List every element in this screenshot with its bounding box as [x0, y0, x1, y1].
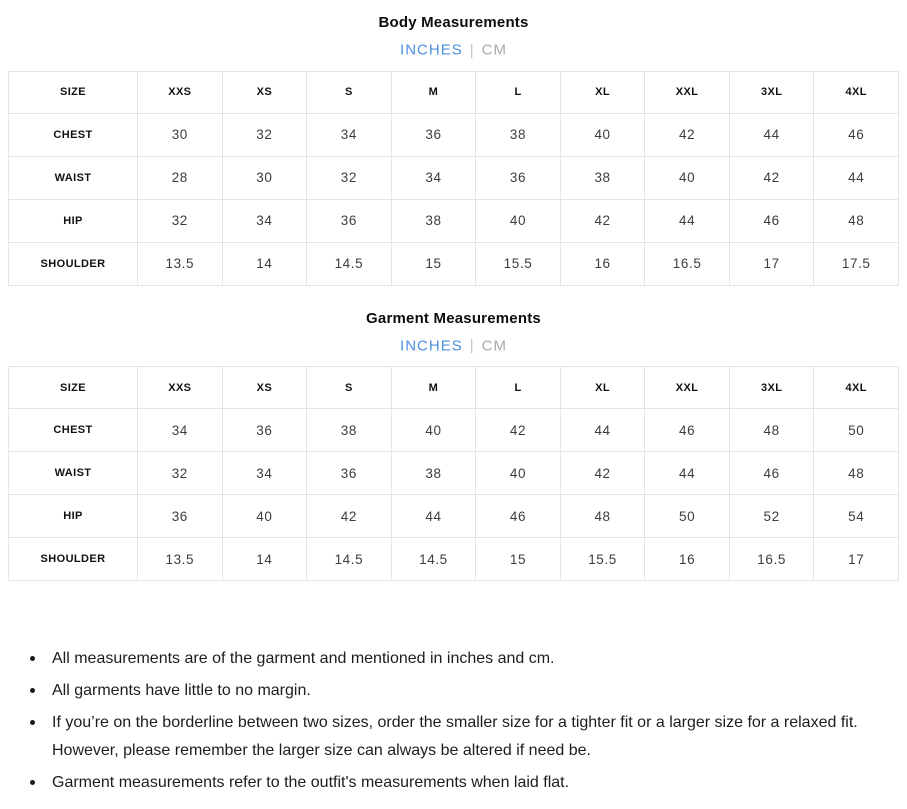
note-text: All measurements are of the garment and mentioned in inches and cm.	[52, 650, 555, 668]
column-header: 3XL	[729, 367, 814, 409]
cell: 16	[645, 538, 730, 581]
column-header: XL	[560, 71, 645, 113]
cell: 42	[476, 409, 561, 452]
row-label: CHEST	[9, 409, 138, 452]
cell: 54	[814, 495, 899, 538]
cell: 36	[307, 452, 392, 495]
cell: 42	[645, 113, 730, 156]
header-row	[9, 367, 899, 409]
column-header: S	[307, 71, 392, 113]
column-header: L	[476, 71, 561, 113]
bullet-icon	[30, 780, 35, 785]
note-text: Garment measurements refer to the outfit's measurements when laid flat.	[52, 774, 570, 792]
cell: 32	[138, 199, 223, 242]
column-header: XS	[222, 71, 307, 113]
cell: 46	[814, 113, 899, 156]
cell: 44	[391, 495, 476, 538]
cell: 44	[814, 156, 899, 199]
column-header: M	[391, 367, 476, 409]
cell: 15	[391, 242, 476, 285]
cell: 40	[391, 409, 476, 452]
section-title: Body Measurements	[378, 14, 529, 31]
column-header: XS	[222, 367, 307, 409]
unit-toggle	[0, 41, 907, 59]
table-row	[9, 538, 899, 581]
garment-measurements-table	[8, 366, 899, 581]
cell: 40	[560, 113, 645, 156]
cell: 46	[729, 452, 814, 495]
cell: 16.5	[645, 242, 730, 285]
row-label: CHEST	[9, 113, 138, 156]
cell: 15.5	[560, 538, 645, 581]
cell: 14.5	[391, 538, 476, 581]
cell: 46	[645, 409, 730, 452]
cell: 32	[307, 156, 392, 199]
column-header: XXS	[138, 71, 223, 113]
cell: 42	[729, 156, 814, 199]
cell: 52	[729, 495, 814, 538]
cell: 46	[729, 199, 814, 242]
unit-toggle	[0, 337, 907, 355]
cell: 30	[222, 156, 307, 199]
garment-measurements-section	[0, 310, 907, 582]
cell: 14.5	[307, 242, 392, 285]
row-label: HIP	[9, 199, 138, 242]
column-header: M	[391, 71, 476, 113]
cell: 32	[138, 452, 223, 495]
cell: 40	[476, 452, 561, 495]
cell: 46	[476, 495, 561, 538]
column-header: XL	[560, 367, 645, 409]
note-text: All garments have little to no margin.	[52, 682, 311, 700]
cell: 13.5	[138, 538, 223, 581]
body-measurements-section	[0, 14, 907, 286]
section-title: Garment Measurements	[366, 309, 541, 327]
cell: 34	[222, 199, 307, 242]
cell: 44	[729, 113, 814, 156]
cell: 34	[138, 409, 223, 452]
cell: 15.5	[476, 242, 561, 285]
cm-toggle[interactable]: CM	[481, 41, 507, 59]
cell: 36	[222, 409, 307, 452]
table-row	[9, 199, 899, 242]
row-label: SHOULDER	[9, 538, 138, 581]
cell: 44	[645, 452, 730, 495]
bullet-icon	[30, 656, 35, 661]
cell: 42	[307, 495, 392, 538]
cell: 28	[138, 156, 223, 199]
column-header: XXS	[138, 367, 223, 409]
note-item	[30, 645, 875, 673]
body-measurements-table	[8, 71, 899, 286]
row-label: WAIST	[9, 156, 138, 199]
inches-toggle[interactable]: INCHES	[400, 337, 463, 355]
cell: 48	[814, 452, 899, 495]
cell: 17	[729, 242, 814, 285]
cell: 38	[307, 409, 392, 452]
column-header: L	[476, 367, 561, 409]
cell: 34	[307, 113, 392, 156]
column-header: 4XL	[814, 71, 899, 113]
cell: 38	[391, 452, 476, 495]
inches-toggle[interactable]: INCHES	[400, 41, 463, 59]
table-row	[9, 242, 899, 285]
cell: 42	[560, 452, 645, 495]
cell: 36	[307, 199, 392, 242]
cell: 30	[138, 113, 223, 156]
table-row	[9, 409, 899, 452]
cell: 14	[222, 538, 307, 581]
table-row	[9, 452, 899, 495]
table-row	[9, 113, 899, 156]
cell: 17.5	[814, 242, 899, 285]
cm-toggle[interactable]: CM	[481, 337, 507, 355]
note-item	[30, 709, 875, 765]
cell: 32	[222, 113, 307, 156]
cell: 50	[645, 495, 730, 538]
table-row	[9, 156, 899, 199]
cell: 48	[560, 495, 645, 538]
cell: 40	[222, 495, 307, 538]
column-header: XXL	[645, 367, 730, 409]
cell: 34	[391, 156, 476, 199]
bullet-icon	[30, 688, 35, 693]
notes-list	[0, 645, 875, 809]
column-header: S	[307, 367, 392, 409]
note-item	[30, 677, 875, 705]
cell: 14	[222, 242, 307, 285]
cell: 36	[391, 113, 476, 156]
cell: 40	[476, 199, 561, 242]
cell: 14.5	[307, 538, 392, 581]
column-header: SIZE	[9, 71, 138, 113]
cell: 38	[476, 113, 561, 156]
cell: 36	[138, 495, 223, 538]
note-text: If you’re on the borderline between two sizes, order the smaller size for a tighter fit or a larger size for a relaxed fit. However, please remember the larger size can always be altered if need be.	[52, 714, 858, 760]
cell: 38	[391, 199, 476, 242]
cell: 34	[222, 452, 307, 495]
note-item	[30, 769, 875, 797]
bullet-icon	[30, 720, 35, 725]
unit-divider: |	[469, 337, 475, 355]
column-header: XXL	[645, 71, 730, 113]
cell: 16.5	[729, 538, 814, 581]
cell: 38	[560, 156, 645, 199]
header-row	[9, 71, 899, 113]
table-row	[9, 495, 899, 538]
unit-divider: |	[469, 41, 475, 59]
column-header: 4XL	[814, 367, 899, 409]
row-label: WAIST	[9, 452, 138, 495]
cell: 16	[560, 242, 645, 285]
row-label: HIP	[9, 495, 138, 538]
cell: 15	[476, 538, 561, 581]
cell: 40	[645, 156, 730, 199]
cell: 48	[814, 199, 899, 242]
cell: 42	[560, 199, 645, 242]
column-header: SIZE	[9, 367, 138, 409]
column-header: 3XL	[729, 71, 814, 113]
cell: 13.5	[138, 242, 223, 285]
row-label: SHOULDER	[9, 242, 138, 285]
cell: 48	[729, 409, 814, 452]
cell: 50	[814, 409, 899, 452]
cell: 44	[560, 409, 645, 452]
cell: 36	[476, 156, 561, 199]
cell: 44	[645, 199, 730, 242]
cell: 17	[814, 538, 899, 581]
